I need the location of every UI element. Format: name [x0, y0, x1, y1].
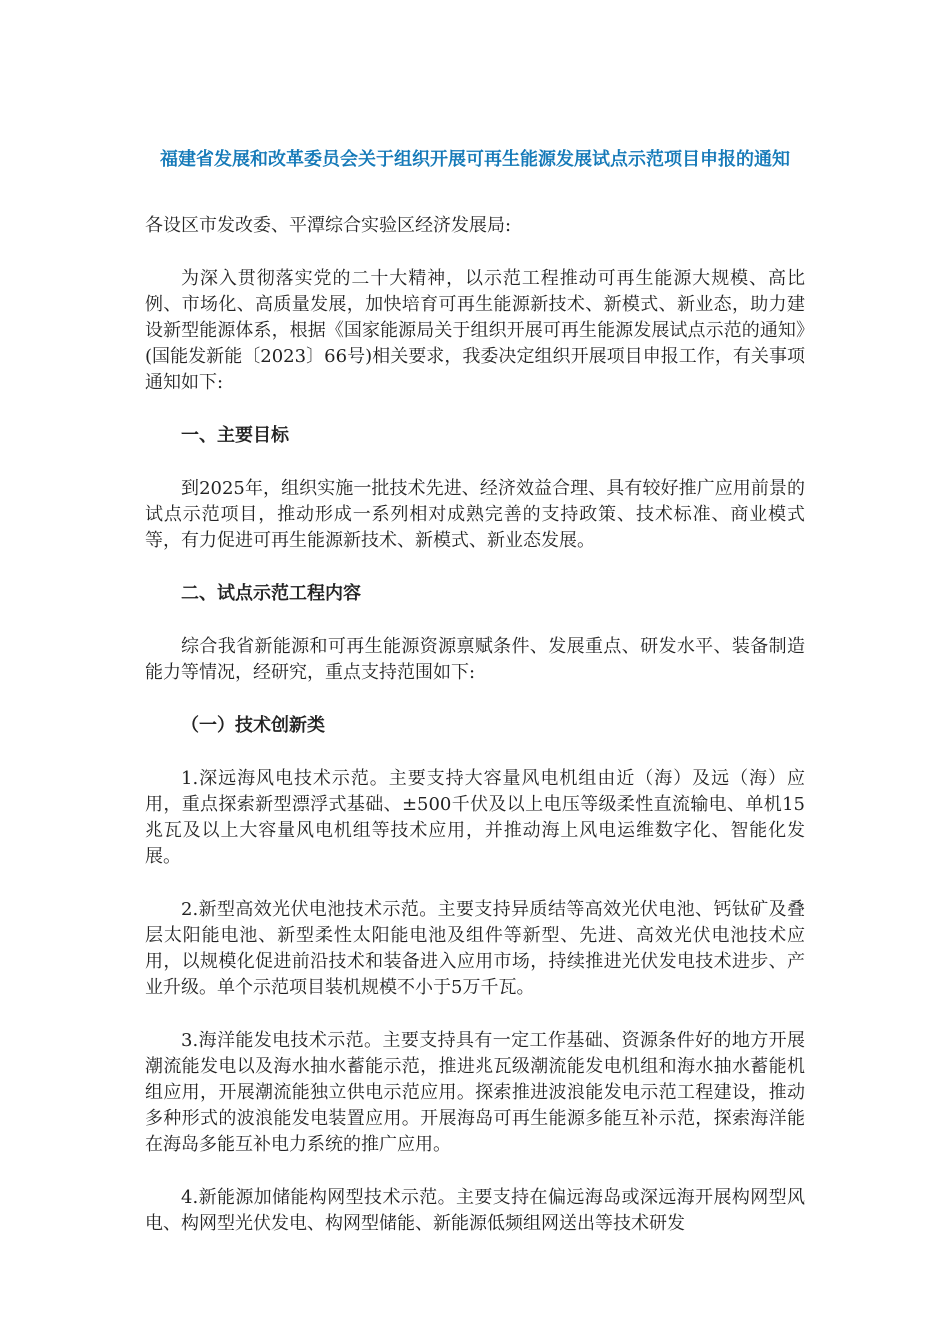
document-title: 福建省发展和改革委员会关于组织开展可再生能源发展试点示范项目申报的通知 — [160, 149, 790, 170]
goals-paragraph: 到2025年，组织实施一批技术先进、经济效益合理、具有较好推广应用前景的试点示范项目，推动形成一系列相对成熟完善的支持政策、技术标准、商业模式等，有力促进可再生能源新技术、新模式、新业态发展。 — [145, 478, 805, 551]
item-pv-cells: 2.新型高效光伏电池技术示范。主要支持异质结等高效光伏电池、钙钛矿及叠层太阳能电池、新型柔性太阳能电池及组件等新型、先进、高效光伏电池技术应用，以规模化促进前沿技术和装备进入应用市场，持续推进光伏发电技术进步、产业升级。单个示范项目装机规模不小于5万千瓦。 — [145, 899, 805, 998]
subsection-heading-tech-innovation: （一）技术创新类 — [181, 715, 325, 736]
section-heading-goals: 一、主要目标 — [181, 425, 289, 446]
item-ocean-energy: 3.海洋能发电技术示范。主要支持具有一定工作基础、资源条件好的地方开展潮流能发电以及海水抽水蓄能示范，推进兆瓦级潮流能发电机组和海水抽水蓄能机组应用，开展潮流能独立供电示范应用。探索推进波浪能发电示范工程建设，推动多种形式的波浪能发电装置应用。开展海岛可再生能源多能互补示范，探索海洋能在海岛多能互补电力系统的推广应用。 — [145, 1030, 805, 1155]
salutation: 各设区市发改委、平潭综合实验区经济发展局: — [145, 215, 512, 236]
section-heading-content: 二、试点示范工程内容 — [181, 583, 361, 604]
content-paragraph: 综合我省新能源和可再生能源资源禀赋条件、发展重点、研发水平、装备制造能力等情况，经研究，重点支持范围如下: — [145, 636, 805, 683]
item-grid-forming: 4.新能源加储能构网型技术示范。主要支持在偏远海岛或深远海开展构网型风电、构网型光伏发电、构网型储能、新能源低频组网送出等技术研发 — [145, 1187, 805, 1234]
document-body — [145, 136, 805, 1237]
item-offshore-wind: 1.深远海风电技术示范。主要支持大容量风电机组由近（海）及远（海）应用，重点探索新型漂浮式基础、±500千伏及以上电压等级柔性直流输电、单机15兆瓦及以上大容量风电机组等技术应用，并推动海上风电运维数字化、智能化发展。 — [145, 768, 805, 867]
intro-paragraph: 为深入贯彻落实党的二十大精神，以示范工程推动可再生能源大规模、高比例、市场化、高质量发展，加快培育可再生能源新技术、新模式、新业态，助力建设新型能源体系，根据《国家能源局关于组织开展可再生能源发展试点示范的通知》(国能发新能〔2023〕66号)相关要求，我委决定组织开展项目申报工作，有关事项通知如下: — [145, 268, 805, 393]
